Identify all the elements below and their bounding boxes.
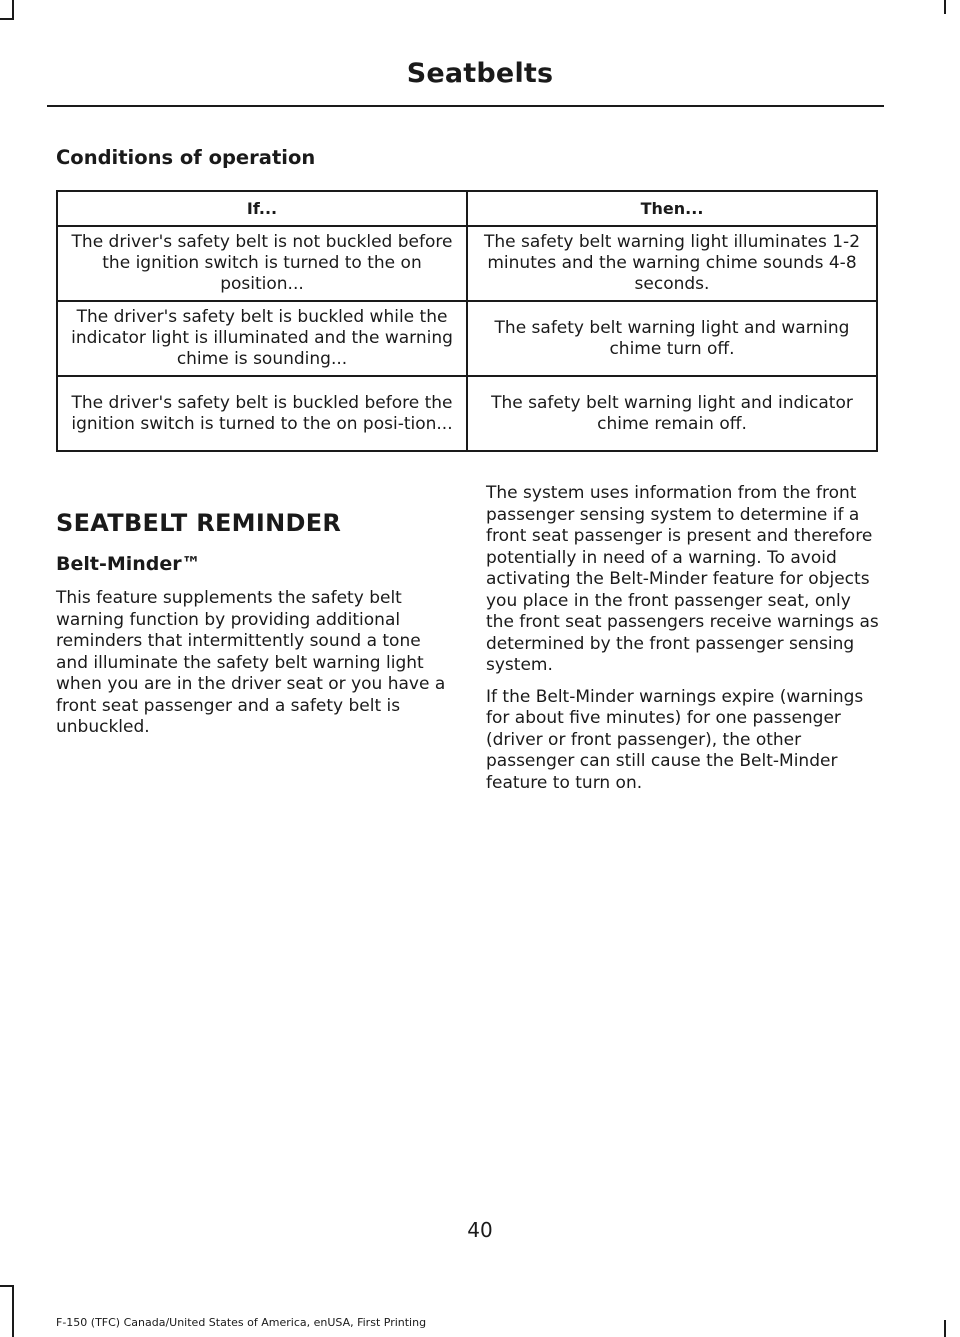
condition-if-cell: The driver's safety belt is not buckled before the ignition switch is turned to the on position... <box>57 226 467 301</box>
crop-mark <box>944 0 946 14</box>
crop-mark <box>12 1285 14 1337</box>
conditions-table <box>56 190 878 452</box>
condition-if-cell: The driver's safety belt is buckled before the ignition switch is turned to the on posi-tion... <box>57 376 467 451</box>
table-row <box>57 226 877 301</box>
body-paragraph: The system uses information from the front passenger sensing system to determine if a front seat passenger is present and therefore potentially in need of a warning. To avoid activating the Belt-Minder feature for objects you place in the front passenger seat, only the front seat passengers receive warnings as determined by the front passenger sensing system. <box>486 483 879 675</box>
crop-mark <box>0 18 14 20</box>
header-divider <box>47 105 884 107</box>
page-number: 40 <box>467 1218 493 1242</box>
column-header-if: If... <box>57 191 467 226</box>
table-row <box>57 301 877 376</box>
table-header-row <box>57 191 877 226</box>
edition-footer: F-150 (TFC) Canada/United States of America, enUSA, First Printing <box>56 1316 427 1329</box>
column-header-then: Then... <box>467 191 877 226</box>
table-row <box>57 376 877 451</box>
crop-mark <box>0 1285 14 1287</box>
body-paragraph: If the Belt-Minder warnings expire (warnings for about five minutes) for one passenger (driver or front passenger), the other passenger can still cause the Belt-Minder feature to turn on. <box>486 686 864 793</box>
page-header-title: Seatbelts <box>406 58 554 89</box>
condition-if-cell: The driver's safety belt is buckled while the indicator light is illuminated and the warning chime is sounding... <box>57 301 467 376</box>
body-paragraph: This feature supplements the safety belt warning function by providing additional reminders that intermittently sound a tone and illuminate the safety belt warning light when you are in the driver seat or you have a front seat passenger and a safety belt is unbuckled. <box>56 588 446 737</box>
condition-then-cell: The safety belt warning light and warning chime turn off. <box>467 301 877 376</box>
section-heading: SEATBELT REMINDER <box>56 509 342 537</box>
crop-mark <box>944 1320 946 1337</box>
crop-mark <box>12 0 14 20</box>
subsection-heading: Belt-Minder™ <box>56 552 201 575</box>
section-title: Conditions of operation <box>56 146 316 169</box>
condition-then-cell: The safety belt warning light illuminates 1-2 minutes and the warning chime sounds 4-8 seconds. <box>467 226 877 301</box>
right-column <box>486 483 880 804</box>
condition-then-cell: The safety belt warning light and indicator chime remain off. <box>467 376 877 451</box>
left-column <box>56 509 450 749</box>
